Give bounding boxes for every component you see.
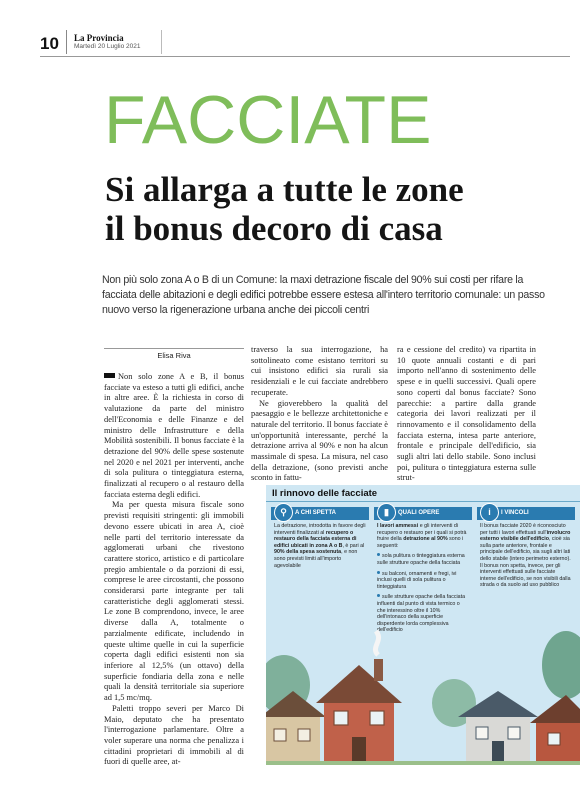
panel-header — [271, 507, 369, 520]
text-run: Il bonus facciate 2020 è riconosciuto per tutti i lavori effettuati sull' — [480, 523, 566, 536]
panel-header — [477, 507, 575, 520]
section-kicker: FACCIATE — [104, 82, 432, 158]
article-column-2 — [251, 345, 388, 484]
roof-center — [316, 665, 402, 703]
panel-heading: I VINCOLI — [501, 510, 529, 516]
smoke — [375, 631, 378, 655]
page-header — [0, 0, 580, 64]
page-number: 10 — [40, 34, 59, 53]
panel-heading: QUALI OPERE — [398, 510, 440, 516]
article-column-3 — [397, 345, 536, 484]
text-run: La detrazione, introdotta in favore degli interventi finalizzati al — [274, 523, 366, 536]
article-standfirst: Non più solo zona A o B di un Comune: la maxi detrazione fiscale del 90% sui costi per rifare la facciata delle abitazioni e degli edifici potrebbe essere estesa all'intero territorio comunale: un passo nuovo verso la rigenerazione urbana anche dei piccoli centri — [102, 274, 545, 316]
paragraph: Ma per questa misura fiscale sono previsti requisiti stringenti: gli immobili devono essere ubicati in area A, cioè nelle parti del territorio interessate da agglomerati urbani che rivestono carattere storico, artistico e di particolare pregio ambientale o da porzioni di essi, comprese le aree circostanti, che possono considerarsi parte integrante per tali caratteristiche degli agglomerati stessi. Le zone B comprendono, invece, le aree diverse dalla A, totalmente o parzialmente edificate, includendo in queste ultime quelle in cui la superficie coperta dagli edifici esistenti non sia inferiore al 12,5% (un ottavo) della superficie fondiaria della zona e nelle quali la densità territoriale sia superiore ad 1,5 mc/mq. — [104, 500, 244, 703]
title-line-2: il bonus decoro di casa — [105, 209, 443, 248]
panel-text — [374, 520, 472, 634]
bullet-dot-icon — [377, 594, 380, 597]
paragraph — [104, 372, 244, 500]
paragraph: Paletti troppo severi per Marco Di Maio, deputato che ha presentato l'interrogazione parlamentare. Oltre a voler superare una norma che penalizza i cittadini proprietari di immobili al di fuori di quelle aree, at- — [104, 703, 244, 767]
header-divider — [66, 30, 67, 54]
text-run-bold: recupero o restauro della facciata esterna di edifici ubicati in zona A o B — [274, 529, 357, 549]
header-divider-2 — [161, 30, 162, 54]
title-line-1: Si allarga a tutte le zone — [105, 170, 464, 209]
houses-illustration — [266, 625, 580, 765]
text-run: , è pari al — [342, 542, 365, 549]
paragraph: ra e cessione del credito) va ripartita in 10 quote annuali costanti e di pari importo nell'anno di sostenimento delle spese e in quelli successivi. Quali opere sono coperti dal bonus facciate? Sono parecchie: a partire dalla grande categoria dei lavori realizzati per il rinnovamento e il consolidamento della facciata esterna, intesa parte anteriore, frontale e principale dell'edificio, sia sugli altri lati dello stabile. Sono inclusi poi, pulitura o tinteggiatura esterna sulle strut- — [397, 345, 536, 483]
window — [508, 727, 520, 739]
panel-heading: A CHI SPETTA — [295, 510, 337, 516]
panel-header — [374, 507, 472, 520]
panel-text — [271, 520, 369, 569]
text-run: sono i seguenti: — [377, 536, 464, 549]
magnifier-icon: ⚲ — [274, 503, 293, 522]
window — [370, 711, 384, 725]
info-panel-who — [271, 507, 369, 569]
infographic — [266, 485, 580, 765]
infographic-title: Il rinnovo delle facciate — [272, 488, 378, 499]
paragraph: Ne gioverebbero la qualità del paesaggio e le bellezze architettoniche e naturale del territorio. Il bonus facciate è un'opportunità interessante, perché la detrazione arriva al 90% e non ha alcun massimale di spesa. La misura, nel caso della detrazione, (sono previsti anche sconto in fattu- — [251, 398, 388, 483]
bullet-item — [377, 553, 469, 566]
panel-text — [477, 520, 575, 589]
window — [298, 729, 310, 741]
text-run: , e non sono previsti limiti all'importo agevolabile — [274, 549, 358, 569]
window — [476, 727, 488, 739]
bullet-dot-icon — [377, 553, 380, 556]
text-run: e gli interventi di recupero o restauro per i quali si potrà fruire della — [377, 523, 467, 543]
info-panel-constraints — [477, 507, 575, 589]
tree-shape — [542, 631, 580, 699]
text-run-bold: involucro esterno visibile dell'edificio — [480, 529, 571, 543]
paragraph: traverso la sua interrogazione, ha sottolineato come esistano territori su cui insistono edifici sia rurali sia residenziali e le cui facciate andrebbero recuperate. — [251, 345, 388, 397]
bullet-text: sulle strutture opache della facciata influenti dal punto di vista termico o che interessino oltre il 10% dell'intonaco della superficie disperdente lorda complessiva dell'edificio — [377, 594, 466, 634]
info-icon: i — [480, 503, 499, 522]
window — [274, 729, 286, 741]
text-run-bold: I lavori ammessi — [377, 523, 419, 529]
ground — [266, 761, 580, 765]
article-title — [105, 170, 555, 248]
bullet-text: sola pulitura o tinteggiatura esterna sulle strutture opache della facciata — [377, 553, 465, 566]
window — [334, 711, 348, 725]
bullet-text: su balconi, ornamenti e fregi, ivi inclusi quelli di sola pulitura o tinteggiatura — [377, 570, 457, 590]
paragraph-text: Non solo zone A e B, il bonus facciate va esteso a tutti gli edifici, anche in altre aree. È la richiesta in corso di valutazione da parte del ministro dell'Economia e delle Finanze e del ministro delle Infrastrutture e della Mobilità sostenibili. Il bonus facciate è la detrazione del 90% delle spese sostenute nel 2020 e nel 2021 per interventi, anche di sola pulitura o tinteggiatura esterna, finalizzati al recupero o al restauro della facciata esterna degli edifici. — [104, 372, 244, 499]
chimney — [374, 659, 383, 681]
text-run-bold: detrazione al 90% — [403, 536, 448, 543]
byline: Elisa Riva — [157, 351, 191, 360]
infographic-rule — [266, 501, 580, 502]
info-panel-works — [374, 507, 472, 634]
door — [352, 737, 366, 765]
roof-far-right — [530, 695, 580, 723]
lead-marker-icon — [104, 373, 115, 378]
text-run: , cioè sia sulla parte anteriore, frontale e principale dell'edificio, sia sugli altri lati dello stabile (intero perimetro esterno). Il bonus non spetta, invece, per gli interventi effettuati sulle facciate interne dell'edificio, se non visibili dalla strada o da suolo ad uso pubblico — [480, 536, 571, 589]
window — [548, 733, 560, 745]
newspaper-name: La Provincia — [74, 33, 124, 43]
issue-date: Martedì 20 Luglio 2021 — [74, 43, 141, 50]
header-rule — [40, 56, 570, 57]
text-run-bold: 90% della spesa sostenuta — [274, 549, 342, 556]
paint-roller-icon: ▮ — [377, 503, 396, 522]
bullet-item — [377, 571, 469, 591]
byline-rule — [104, 348, 244, 349]
bullet-dot-icon — [377, 571, 380, 574]
